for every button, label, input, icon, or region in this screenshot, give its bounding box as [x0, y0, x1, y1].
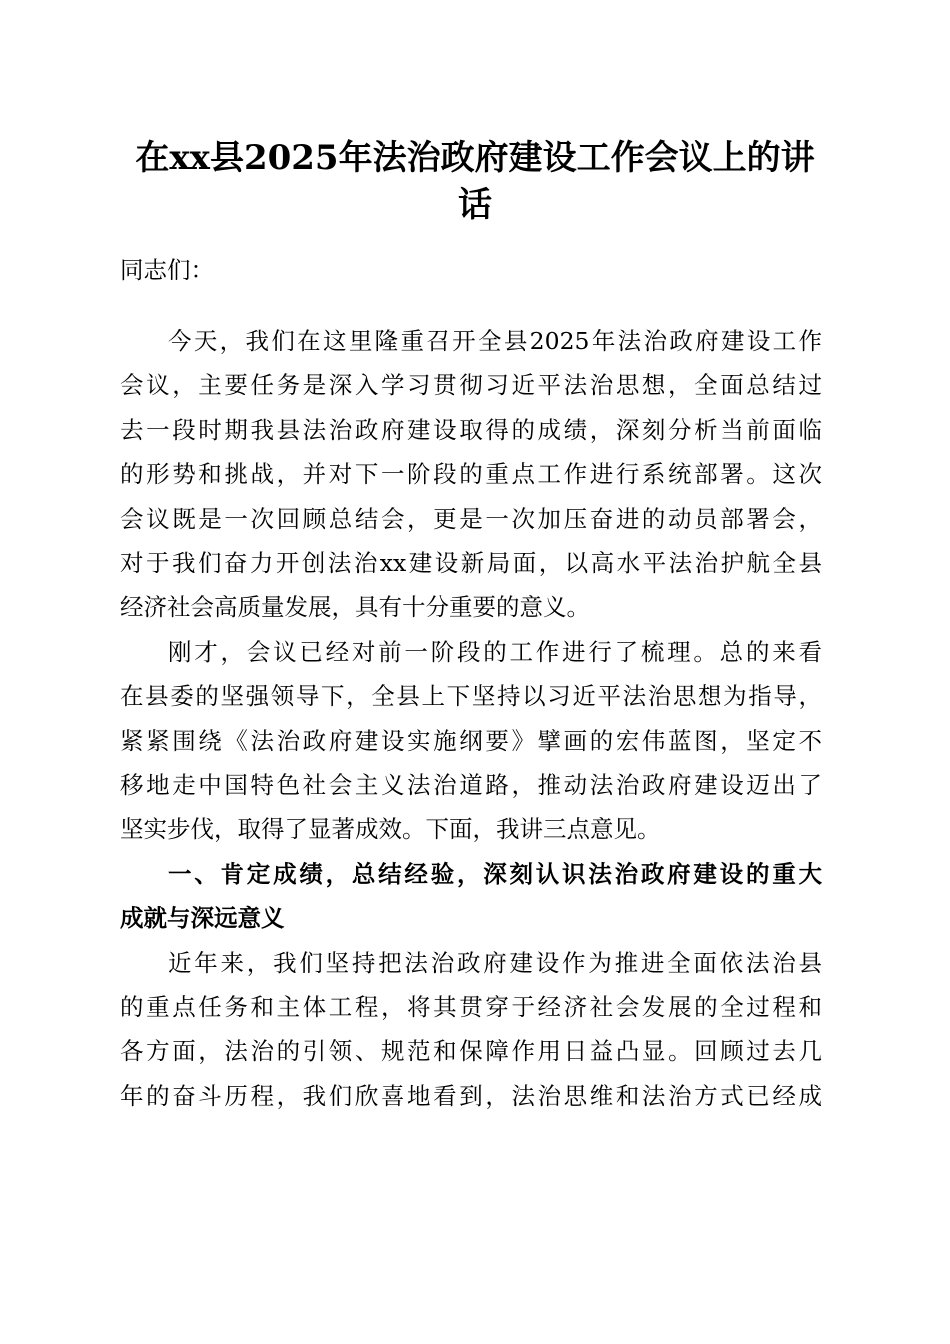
- paragraph-line: 近年来，我们坚持把法治政府建设作为推进全面依法治县: [168, 948, 822, 977]
- paragraph-line: 刚才，会议已经对前一阶段的工作进行了梳理。总的来看: [168, 637, 822, 666]
- paragraph-line: 紧紧围绕《法治政府建设实施纲要》擘画的宏伟蓝图，坚定不: [120, 726, 822, 755]
- paragraph-line: 各方面，法治的引领、规范和保障作用日益凸显。回顾过去几: [120, 1037, 822, 1066]
- section-heading-line: 一、肯定成绩，总结经验，深刻认识法治政府建设的重大: [168, 859, 822, 888]
- paragraph-line: 今天，我们在这里隆重召开全县2025年法治政府建设工作: [168, 327, 822, 355]
- paragraph-line: 的重点任务和主体工程，将其贯穿于经济社会发展的全过程和: [120, 993, 822, 1021]
- paragraph-line: 年的奋斗历程，我们欣喜地看到，法治思维和法治方式已经成: [120, 1081, 822, 1110]
- paragraph-line: 会议既是一次回顾总结会，更是一次加压奋进的动员部署会，: [120, 504, 822, 533]
- paragraph-line: 坚实步伐，取得了显著成效。下面，我讲三点意见。: [120, 815, 661, 844]
- paragraph-line: 对于我们奋力开创法治xx建设新局面，以高水平法治护航全县: [120, 549, 822, 577]
- document-title-line-1: 在xx县2025年法治政府建设工作会议上的讲: [135, 138, 815, 178]
- document-title-line-2: 话: [458, 185, 492, 225]
- paragraph-line: 会议，主要任务是深入学习贯彻习近平法治思想，全面总结过: [120, 371, 822, 400]
- salutation: 同志们：: [120, 256, 214, 284]
- paragraph-line: 的形势和挑战，并对下一阶段的重点工作进行系统部署。这次: [120, 460, 822, 489]
- paragraph-line: 在县委的坚强领导下，全县上下坚持以习近平法治思想为指导，: [120, 682, 822, 711]
- paragraph-line: 经济社会高质量发展，具有十分重要的意义。: [120, 593, 590, 622]
- paragraph-line: 移地走中国特色社会主义法治道路，推动法治政府建设迈出了: [120, 771, 822, 799]
- paragraph-line: 去一段时期我县法治政府建设取得的成绩，深刻分析当前面临: [120, 415, 822, 444]
- section-heading-line: 成就与深远意义: [120, 904, 285, 933]
